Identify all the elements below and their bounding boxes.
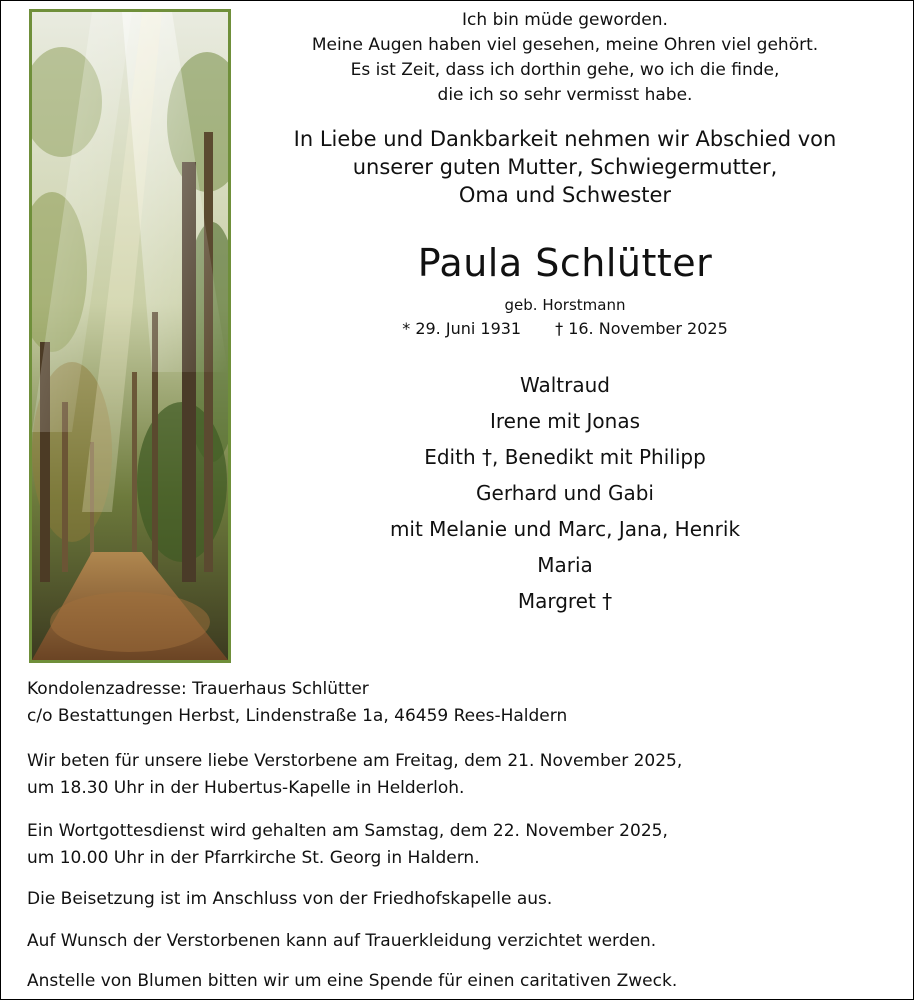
prayer-paragraph (27, 748, 887, 802)
mourner-entry: mit Melanie und Marc, Jana, Henrik (389, 517, 741, 541)
intro-line: Oma und Schwester (458, 183, 672, 207)
poem-line: Ich bin müde geworden. (462, 10, 668, 30)
birth-date: * 29. Juni 1931 (402, 319, 522, 338)
burial-note: Die Beisetzung ist im Anschluss von der Friedhofskapelle aus. (27, 889, 553, 909)
condolence-address (27, 676, 887, 730)
poem-line: Meine Augen haben viel gesehen, meine Ohren viel gehört. (311, 35, 819, 55)
intro-line: unserer guten Mutter, Schwiegermutter, (352, 155, 778, 179)
poem (250, 8, 880, 108)
life-dates (250, 318, 880, 340)
donation-note: Anstelle von Blumen bitten wir um eine Spende für einen caritativen Zweck. (27, 971, 678, 991)
death-date: † 16. November 2025 (555, 319, 728, 338)
mourner-entry: Waltraud (520, 373, 610, 397)
farewell-intro (250, 125, 880, 209)
mourners-list (250, 367, 880, 619)
deceased-name: Paula Schlütter (417, 241, 713, 285)
attire-note: Auf Wunsch der Verstorbenen kann auf Trauerkleidung verzichtet werden. (27, 931, 657, 951)
condolence-line: Kondolenzadresse: Trauerhaus Schlütter (27, 679, 369, 699)
mourner-entry: Edith †, Benedikt mit Philipp (424, 445, 706, 469)
mourner-entry: Gerhard und Gabi (476, 481, 654, 505)
mourner-entry: Irene mit Jonas (489, 409, 641, 433)
maiden-name: geb. Horstmann (504, 296, 626, 314)
prayer-line: Wir beten für unsere liebe Verstorbene am Freitag, dem 21. November 2025, (27, 751, 683, 771)
poem-line: Es ist Zeit, dass ich dorthin gehe, wo ich die finde, (350, 60, 780, 80)
condolence-line: c/o Bestattungen Herbst, Lindenstraße 1a, 46459 Rees-Haldern (27, 706, 568, 726)
service-paragraph (27, 818, 887, 872)
service-line: um 10.00 Uhr in der Pfarrkirche St. Georg in Haldern. (27, 848, 480, 868)
service-line: Ein Wortgottesdienst wird gehalten am Samstag, dem 22. November 2025, (27, 821, 668, 841)
poem-line: die ich so sehr vermisst habe. (437, 85, 693, 105)
prayer-line: um 18.30 Uhr in der Hubertus-Kapelle in Helderloh. (27, 778, 465, 798)
forest-path-photo (29, 9, 231, 663)
mourner-entry: Maria (537, 553, 593, 577)
mourner-entry: Margret † (517, 589, 613, 613)
intro-line: In Liebe und Dankbarkeit nehmen wir Abschied von (293, 127, 837, 151)
